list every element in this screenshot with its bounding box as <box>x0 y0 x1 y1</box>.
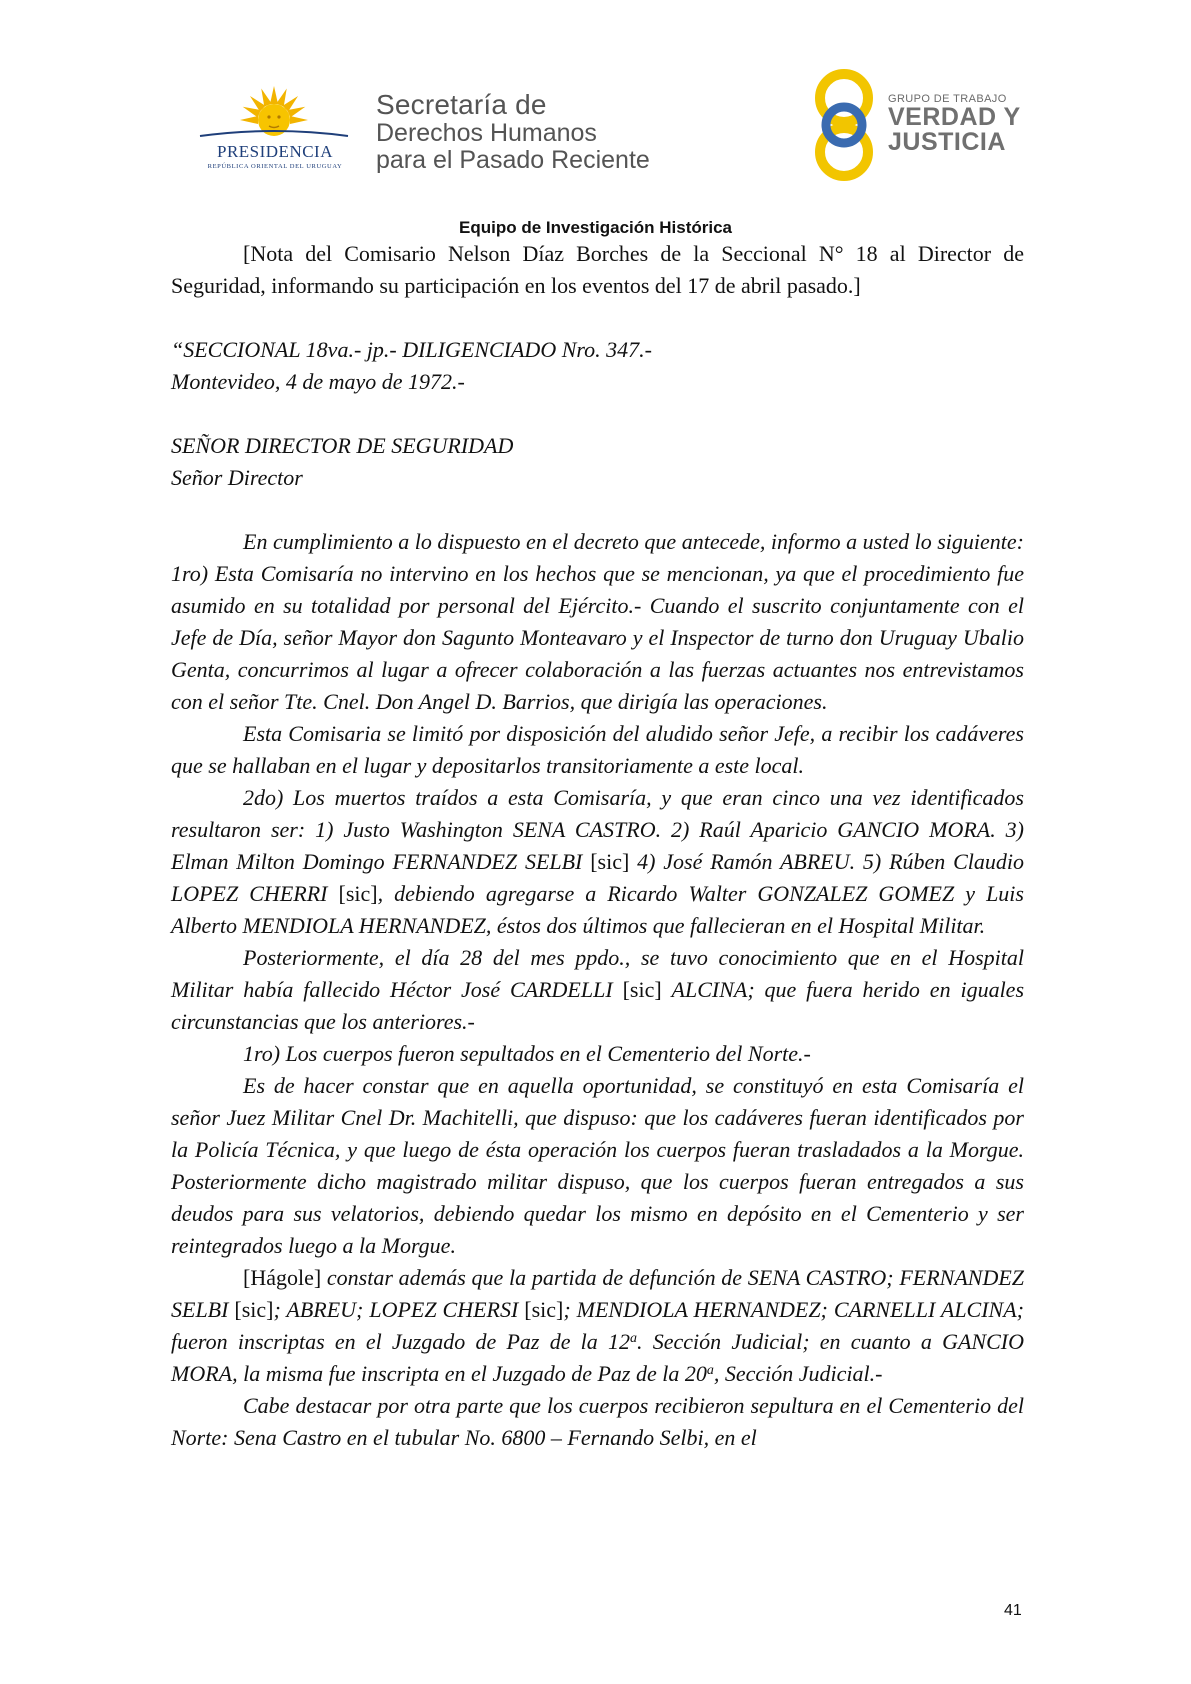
paragraph-6: Es de hacer constar que en aquella oportunidad, se constituyó en esta Comisaría el señor Juez Militar Cnel Dr. Machitelli, que dispuso: que los cadáveres fueran identificados por la Policía Técnica, y que luego de ésta operación los cuerpos fueran trasladados a la Morgue. Posteriormente dicho magistrado militar dispuso, que los cuerpos fueran entregados a sus deudos para sus velatorios, debiendo quedar los mismo en depósito en el Cementerio y ser reintegrados luego a la Morgue. <box>171 1073 1024 1258</box>
grupo-de-trabajo-text: GRUPO DE TRABAJO <box>888 93 1007 105</box>
verdad-justicia-label <box>888 93 1021 155</box>
sic-mark: [sic] <box>338 881 378 906</box>
page-number: 41 <box>1004 1602 1022 1619</box>
paragraph-5: 1ro) Los cuerpos fueron sepultados en el Cementerio del Norte.- <box>243 1041 811 1066</box>
team-title: Equipo de Investigación Histórica <box>459 218 732 237</box>
paragraph-3: 2do) Los muertos traídos a esta Comisaría, y que eran cinco una vez identificados resultaron ser: 1) Justo Washington SENA CASTRO. 2) Raúl Aparicio GANCIO MORA. 3) Elman Milton Domingo FERNANDEZ SELBI [sic] 4) José Ramón ABREU. 5) Rúben Claudio LOPEZ CHERRI [sic], debiendo agregarse a Ricardo Walter GONZALEZ GOMEZ y Luis Alberto MENDIOLA HERNANDEZ, éstos dos últimos que fallecieran en el Hospital Militar. <box>171 785 1025 938</box>
presidencia-label <box>196 142 354 170</box>
presidencia-subtitle: REPÚBLICA ORIENTAL DEL URUGUAY <box>207 163 343 170</box>
paragraph-7: [Hágole] constar además que la partida de defunción de SENA CASTRO; FERNANDEZ SELBI [sic]; ABREU; LOPEZ CHERSI [sic]; MENDIOLA HERNANDEZ; CARNELLI ALCINA; fueron inscriptas en el Juzgado de Paz de la 12$^a$. Sección Judicial; en cuanto a GANCIO MORA, la misma fue inscripta en el Juzgado de Paz de la 20$^a$, Sección Judicial.- <box>171 1265 1024 1386</box>
secretaria-line-2: Derechos Humanos <box>376 119 597 147</box>
paragraph-8: Cabe destacar por otra parte que los cuerpos recibieron sepultura en el Cementerio del Norte: Sena Castro en el tubular No. 6800 – Fernando Selbi, en el <box>171 1393 1024 1450</box>
sic-mark: [sic] <box>590 849 630 874</box>
salutation: Señor Director <box>171 465 303 490</box>
intro-paragraph: [Nota del Comisario Nelson Díaz Borches de la Seccional N° 18 al Director de Seguridad, informando su participación en los eventos del 17 de abril pasado.] <box>171 241 1024 298</box>
sic-mark: [sic] <box>622 977 662 1002</box>
verdad-y-text: VERDAD Y <box>888 103 1021 131</box>
reference-line: “SECCIONAL 18va.- jp.- DILIGENCIADO Nro. 347.- <box>171 337 652 362</box>
sic-mark: [sic] <box>234 1297 274 1322</box>
paragraph-2: Esta Comisaria se limitó por disposición del aludido señor Jefe, a recibir los cadáveres que se hallaban en el lugar y depositarlos transitoriamente a este local. <box>171 721 1024 778</box>
paragraph-4: Posteriormente, el día 28 del mes ppdo., se tuvo conocimiento que en el Hospital Militar había fallecido Héctor José CARDELLI [sic] ALCINA; que fuera herido en iguales circunstancias que los anteriores.- <box>171 945 1025 1034</box>
sic-mark: [sic] <box>524 1297 564 1322</box>
paragraph-1: En cumplimiento a lo dispuesto en el decreto que antecede, informo a usted lo siguiente: 1ro) Esta Comisaría no intervino en los hechos que se mencionan, ya que el procedimiento fue asumido en su totalidad por personal del Ejército.- Cuando el suscrito conjuntamente con el Jefe de Día, señor Mayor don Sagunto Monteavaro y el Inspector de turno don Uruguay Ubalio Genta, concurrimos al lugar a ofrecer colaboración a las fuerzas actuantes nos entrevistamos con el señor Tte. Cnel. Don Angel D. Barrios, que dirigía las operaciones. <box>171 529 1024 714</box>
secretaria-line-3: para el Pasado Reciente <box>376 146 650 174</box>
presidencia-name: PRESIDENCIA <box>216 142 333 161</box>
secretaria-title <box>376 90 650 174</box>
document-body <box>171 238 1024 1454</box>
date-line: Montevideo, 4 de mayo de 1972.- <box>171 369 465 394</box>
secretaria-line-1: Secretaría de <box>376 89 547 120</box>
addressee-heading: SEÑOR DIRECTOR DE SEGURIDAD <box>171 433 514 458</box>
justicia-text: JUSTICIA <box>888 128 1006 156</box>
